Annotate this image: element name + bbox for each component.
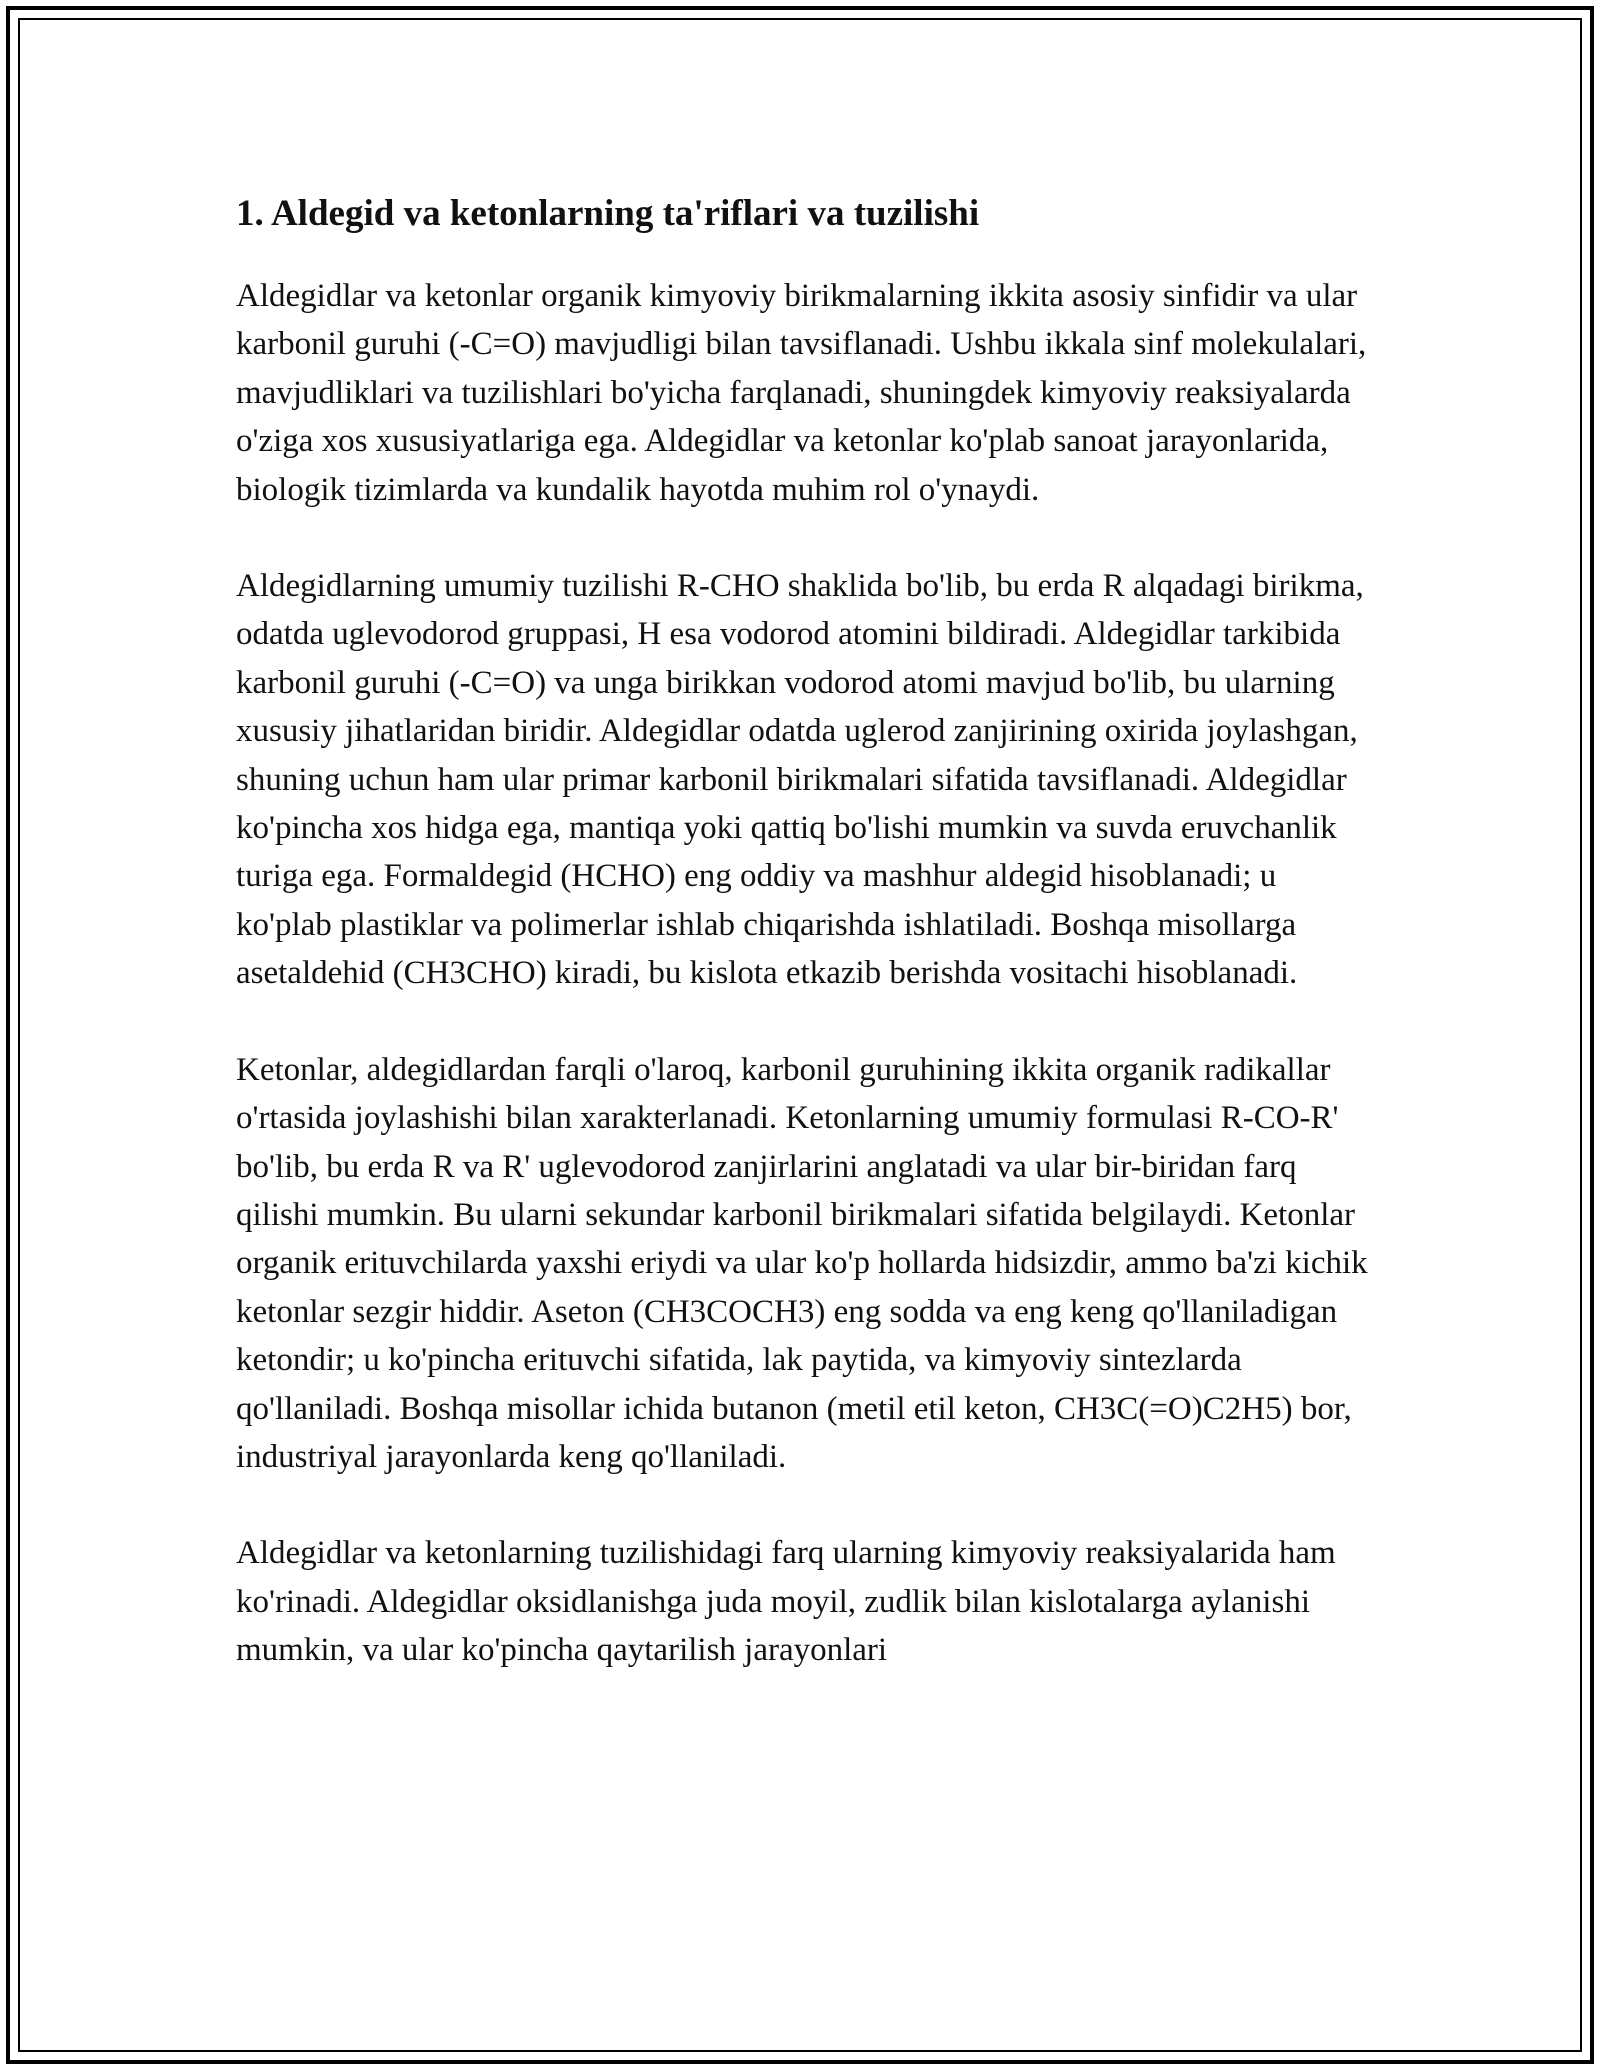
section-heading: 1. Aldegid va ketonlarning ta'riflari va tuzilishi — [236, 193, 980, 234]
paragraph: Ketonlar, aldegidlardan farqli o'laroq, karbonil guruhining ikkita organik radikallar o'rtasida joylashishi bilan xarakterlanadi. Ketonlarning umumiy formulasi R-CO-R' bo'lib, bu erda R va R' uglevodorod zanjirlarini anglatadi va ular bir-biridan farq qilishi mumkin. Bu ularni sekundar karbonil birikmalari sifatida belgilaydi. Ketonlar organik erituvchilarda yaxshi eriydi va ular ko'p hollarda hidsizdir, ammo ba'zi kichik ketonlar sezgir hiddir. Aseton (CH3COCH3) eng sodda va eng keng qo'llaniladigan ketondir; u ko'pincha erituvchi sifatida, lak paytida, va kimyoviy sintezlarda qo'llaniladi. Boshqa misollar ichida butanon (metil etil keton, CH3C(=O)C2H5) bor, industriyal jarayonlarda keng qo'llaniladi. — [236, 1051, 1368, 1475]
paragraph: Aldegidlar va ketonlarning tuzilishidagi farq ularning kimyoviy reaksiyalarida ham ko'rinadi. Aldegidlar oksidlanishga juda moyil, zudlik bilan kislotalarga aylanishi mumkin, va ular ko'pincha qaytarilish jarayonlari — [236, 1535, 1336, 1669]
paragraph: Aldegidlarning umumiy tuzilishi R-CHO shaklida bo'lib, bu erda R alqadagi birikma, odatda uglevodorod gruppasi, H esa vodorod atomini bildiradi. Aldegidlar tarkibida karbonil guruhi (-C=O) va unga birikkan vodorod atomi mavjud bo'lib, bu ularning xususiy jihatlaridan biridir. Aldegidlar odatda uglerod zanjirining oxirida joylashgan, shuning uchun ham ular primar karbonil birikmalari sifatida tavsiflanadi. Aldegidlar ko'pincha xos hidga ega, mantiqa yoki qattiq bo'lishi mumkin va suvda eruvchanlik turiga ega. Formaldegid (HCHO) eng oddiy va mashhur aldegid hisoblanadi; u ko'plab plastiklar va polimerlar ishlab chiqarishda ishlatiladi. Boshqa misollarga asetaldehid (CH3CHO) kiradi, bu kislota etkazib berishda vositachi hisoblanadi. — [236, 568, 1364, 992]
paragraph: Aldegidlar va ketonlar organik kimyoviy birikmalarning ikkita asosiy sinfidir va ular karbonil guruhi (-C=O) mavjudligi bilan tavsiflanadi. Ushbu ikkala sinf molekulalari, mavjudliklari va tuzilishlari bo'yicha farqlanadi, shuningdek kimyoviy reaksiyalarda o'ziga xos xususiyatlariga ega. Aldegidlar va ketonlar ko'plab sanoat jarayonlarida, biologik tizimlarda va kundalik hayotda muhim rol o'ynaydi. — [236, 278, 1367, 508]
document-body — [236, 186, 1370, 1723]
